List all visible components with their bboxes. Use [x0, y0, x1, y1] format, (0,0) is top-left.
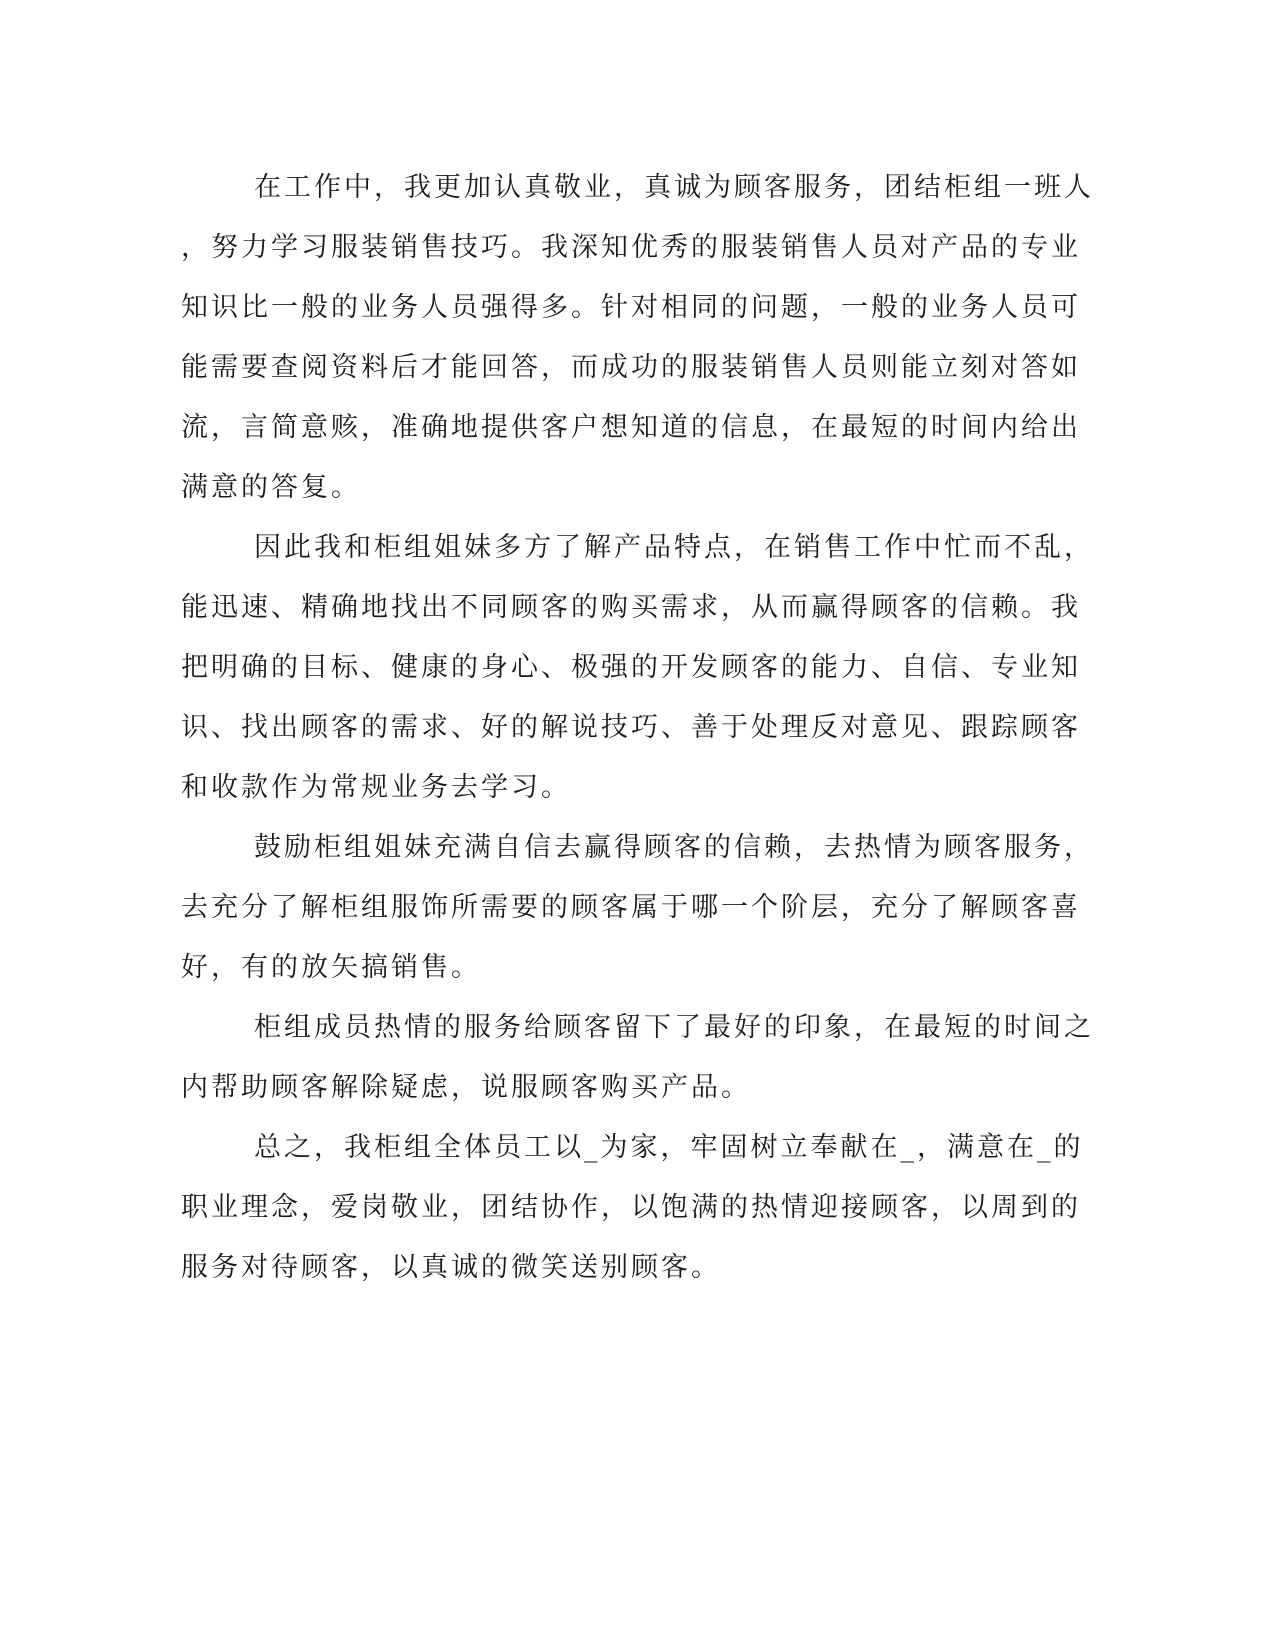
- paragraph-line: 好，有的放矢搞销售。: [181, 952, 481, 983]
- paragraph-line: 总之，我柜组全体员工以_为家，牢固树立奉献在_，满意在_的: [254, 1132, 1084, 1163]
- paragraph-line: 职业理念，爱岗敬业，团结协作，以饱满的热情迎接顾客，以周到的: [181, 1192, 1081, 1223]
- paragraph-5: [181, 1118, 1084, 1298]
- paragraph-line: 流，言简意赅，准确地提供客户想知道的信息，在最短的时间内给出: [181, 412, 1081, 443]
- paragraph-line: 能迅速、精确地找出不同顾客的购买需求，从而赢得顾客的信赖。我: [181, 592, 1081, 623]
- paragraph-4: [181, 998, 1094, 1118]
- paragraph-line: ，努力学习服装销售技巧。我深知优秀的服装销售人员对产品的专业: [181, 232, 1081, 263]
- paragraph-line: 能需要查阅资料后才能回答，而成功的服装销售人员则能立刻对答如: [181, 352, 1081, 383]
- document-body: [181, 158, 1094, 1298]
- paragraph-line: 去充分了解柜组服饰所需要的顾客属于哪一个阶层，充分了解顾客喜: [181, 892, 1081, 923]
- paragraph-line: 识、找出顾客的需求、好的解说技巧、善于处理反对意见、跟踪顾客: [181, 712, 1081, 743]
- paragraph-line: 服务对待顾客，以真诚的微笑送别顾客。: [181, 1252, 721, 1283]
- paragraph-line: 柜组成员热情的服务给顾客留下了最好的印象，在最短的时间之: [254, 1012, 1094, 1043]
- paragraph-3: [181, 818, 1094, 998]
- paragraph-line: 知识比一般的业务人员强得多。针对相同的问题，一般的业务人员可: [181, 292, 1081, 323]
- paragraph-line: 把明确的目标、健康的身心、极强的开发顾客的能力、自信、专业知: [181, 652, 1081, 683]
- paragraph-1: [181, 158, 1094, 518]
- paragraph-line: 满意的答复。: [181, 472, 361, 503]
- paragraph-line: 在工作中，我更加认真敬业，真诚为顾客服务，团结柜组一班人: [254, 172, 1094, 203]
- paragraph-line: 内帮助顾客解除疑虑，说服顾客购买产品。: [181, 1072, 751, 1103]
- paragraph-2: [181, 518, 1094, 818]
- paragraph-line: 鼓励柜组姐妹充满自信去赢得顾客的信赖，去热情为顾客服务，: [254, 832, 1094, 863]
- paragraph-line: 因此我和柜组姐妹多方了解产品特点，在销售工作中忙而不乱，: [254, 532, 1094, 563]
- paragraph-line: 和收款作为常规业务去学习。: [181, 772, 571, 803]
